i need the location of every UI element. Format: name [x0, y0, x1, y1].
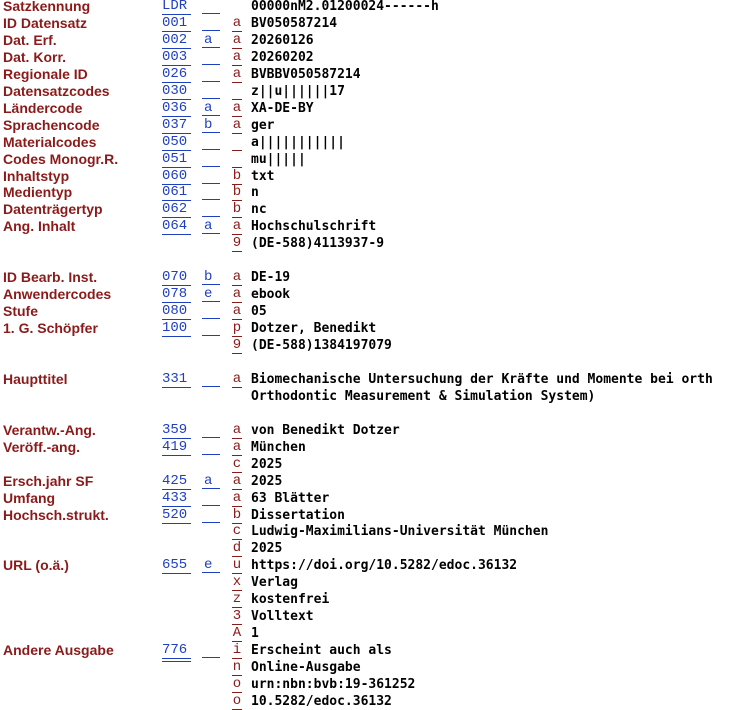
subfield-code: b [232, 506, 242, 523]
field-tag-link[interactable]: 026 [162, 66, 191, 83]
subfield-code: b [232, 167, 242, 184]
subfield-code: a [232, 489, 242, 506]
field-row [0, 303, 752, 320]
subfield-code: A [232, 625, 242, 642]
field-row [0, 676, 752, 693]
field-value: ger [251, 117, 275, 133]
field-label: Ang. Inhalt [3, 218, 76, 235]
field-tag-link[interactable]: 655 [162, 557, 191, 574]
indicator-1 [202, 15, 220, 31]
field-value: München [251, 439, 306, 455]
field-tag-link[interactable]: 002 [162, 32, 191, 49]
field-row [0, 151, 752, 168]
indicator-1 [202, 0, 220, 14]
field-label: Stufe [3, 303, 38, 320]
indicator-1 [202, 507, 220, 523]
subfield-code: n [232, 659, 242, 676]
subfield-code: p [232, 320, 242, 337]
field-value: Online-Ausgabe [251, 660, 361, 676]
field-row [0, 439, 752, 456]
field-label: Inhaltstyp [3, 167, 70, 184]
field-row [0, 49, 752, 66]
field-tag-link[interactable]: 078 [162, 286, 191, 303]
next-field-tag-underline [162, 661, 191, 662]
field-row [0, 0, 752, 15]
subfield-code: a [232, 472, 242, 489]
field-row [0, 168, 752, 185]
field-value: Ludwig-Maximilians-Universität München [251, 524, 549, 540]
field-value: Biomechanische Untersuchung der Kräfte und Momente bei orth [251, 371, 713, 387]
field-row [0, 66, 752, 83]
subfield-code: a [232, 218, 242, 235]
field-value: von Benedikt Dotzer [251, 422, 400, 438]
field-row [0, 235, 752, 252]
subfield-code: a [232, 370, 242, 387]
field-row [0, 184, 752, 201]
indicator-1 [202, 134, 220, 150]
field-label: Medientyp [3, 184, 73, 201]
subfield-code: a [232, 303, 242, 320]
subfield-code: 9 [232, 337, 242, 353]
field-value: Erscheint auch als [251, 643, 392, 659]
field-tag-link[interactable]: 003 [162, 49, 191, 66]
field-label: 1. G. Schöpfer [3, 320, 98, 337]
subfield-code: 9 [232, 235, 242, 252]
field-tag-link[interactable]: LDR [162, 0, 191, 15]
field-tag-link[interactable]: 061 [162, 184, 191, 201]
field-value: Dotzer, Benedikt [251, 321, 377, 337]
field-label: Datensatzcodes [3, 82, 110, 99]
field-tag-link[interactable]: 419 [162, 439, 191, 456]
field-value: Orthodontic Measurement & Simulation System) [251, 388, 596, 404]
field-tag-link[interactable]: 030 [162, 83, 191, 100]
subfield-code: b [232, 201, 242, 218]
indicator-1: b [202, 117, 220, 133]
field-row [0, 523, 752, 540]
field-tag-link[interactable]: 001 [162, 15, 191, 32]
subfield-code: o [232, 676, 242, 692]
field-tag-link[interactable]: 080 [162, 303, 191, 320]
field-tag-link[interactable]: 062 [162, 201, 191, 218]
indicator-1 [202, 642, 220, 658]
field-label: Dat. Erf. [3, 31, 57, 48]
field-tag-link[interactable]: 064 [162, 218, 191, 235]
indicator-1: a [202, 473, 220, 489]
field-row [0, 388, 752, 405]
subfield-code: a [232, 286, 242, 303]
field-tag-link[interactable]: 331 [162, 371, 191, 388]
indicator-1: a [202, 100, 220, 116]
field-row [0, 83, 752, 100]
field-row [0, 557, 752, 574]
field-row [0, 32, 752, 49]
field-row [0, 15, 752, 32]
indicator-1 [202, 184, 220, 200]
subfield-code: i [232, 642, 242, 659]
field-tag-link[interactable]: 520 [162, 507, 191, 524]
field-value: a||||||||||| [251, 134, 345, 150]
field-label: Haupttitel [3, 370, 68, 387]
indicator-1 [202, 439, 220, 455]
field-label: Anwendercodes [3, 286, 112, 303]
subfield-code: a [232, 31, 242, 48]
field-row [0, 473, 752, 490]
subfield-code: a [232, 269, 242, 286]
field-label: Dat. Korr. [3, 48, 67, 65]
field-value: DE-19 [251, 270, 291, 286]
subfield-code: a [232, 116, 242, 133]
field-value: 10.5282/edoc.36132 [251, 693, 392, 709]
indicator-1: e [202, 557, 220, 573]
field-row [0, 591, 752, 608]
field-label: URL (o.ä.) [3, 557, 69, 574]
field-row [0, 456, 752, 473]
field-value: nc [251, 202, 267, 218]
indicator-1: a [202, 218, 220, 234]
subfield-code: c [232, 455, 242, 472]
field-row [0, 269, 752, 286]
subfield-code: b [232, 184, 242, 201]
field-label: Regionale ID [3, 65, 88, 82]
subfield-code-empty [232, 83, 242, 100]
field-value: 00000nM2.01200024------h [251, 0, 439, 14]
indicator-1 [202, 49, 220, 65]
field-label: Umfang [3, 489, 56, 506]
field-row [0, 320, 752, 337]
field-value: Dissertation [251, 507, 345, 523]
field-row [0, 625, 752, 642]
subfield-code: a [232, 438, 242, 455]
field-value: n [251, 185, 259, 201]
indicator-1 [202, 151, 220, 167]
field-row [0, 371, 752, 388]
field-value: 1 [251, 626, 259, 642]
field-label: Materialcodes [3, 133, 97, 150]
field-value: 2025 [251, 473, 283, 489]
field-value: z||u||||||17 [251, 83, 345, 99]
field-label: Codes Monogr.R. [3, 150, 119, 167]
field-value: mu||||| [251, 151, 306, 167]
field-value: Volltext [251, 609, 314, 625]
field-label: ID Bearb. Inst. [3, 269, 98, 286]
indicator-1: b [202, 269, 220, 285]
field-row [0, 286, 752, 303]
field-tag-link[interactable]: 050 [162, 134, 191, 151]
field-value: 2025 [251, 456, 283, 472]
indicator-1 [202, 83, 220, 99]
field-label: Satzkennung [3, 0, 91, 14]
field-label: Ländercode [3, 99, 83, 116]
subfield-code: o [232, 692, 242, 709]
field-row [0, 201, 752, 218]
field-value: ebook [251, 287, 291, 303]
indicator-1 [202, 422, 220, 438]
subfield-code: z [232, 591, 242, 608]
field-value: BVBBV050587214 [251, 66, 361, 82]
indicator-1 [202, 303, 220, 319]
subfield-code: x [232, 574, 242, 591]
field-label: Andere Ausgabe [3, 642, 114, 659]
field-row [0, 642, 752, 659]
subfield-code: u [232, 557, 242, 574]
field-tag-link[interactable]: 359 [162, 422, 191, 439]
field-value: urn:nbn:bvb:19-361252 [251, 677, 416, 692]
field-value: BV050587214 [251, 15, 338, 31]
field-row [0, 422, 752, 439]
field-label: Verantw.-Ang. [3, 421, 96, 438]
subfield-code: 3 [232, 608, 242, 625]
field-row [0, 693, 752, 710]
field-label: Veröff.-ang. [3, 438, 81, 455]
subfield-code: a [232, 48, 242, 65]
subfield-code: a [232, 421, 242, 438]
field-label: Datenträgertyp [3, 201, 103, 218]
field-label: ID Datensatz [3, 14, 88, 31]
field-tag-link[interactable]: 051 [162, 151, 191, 168]
field-row [0, 608, 752, 625]
field-row [0, 507, 752, 524]
field-value: (DE-588)4113937-9 [251, 236, 385, 252]
field-row [0, 574, 752, 591]
field-row [0, 337, 752, 354]
field-value: Hochschulschrift [251, 219, 377, 235]
field-row [0, 659, 752, 676]
field-row [0, 117, 752, 134]
indicator-1 [202, 371, 220, 387]
field-row [0, 490, 752, 507]
field-value[interactable]: https://doi.org/10.5282/edoc.36132 [251, 558, 518, 574]
field-tag-link[interactable]: 060 [162, 168, 191, 185]
field-tag-link[interactable]: 433 [162, 490, 191, 507]
field-label: Ersch.jahr SF [3, 472, 94, 489]
field-label: Sprachencode [3, 116, 100, 133]
field-tag-link[interactable]: 070 [162, 269, 191, 286]
subfield-code: a [232, 99, 242, 116]
field-label: Hochsch.strukt. [3, 506, 109, 523]
subfield-code: a [232, 65, 242, 82]
subfield-code: d [232, 540, 242, 557]
indicator-1 [202, 168, 220, 184]
indicator-1 [202, 201, 220, 217]
field-value: txt [251, 168, 275, 184]
field-tag-link[interactable]: 036 [162, 100, 191, 117]
indicator-1: a [202, 32, 220, 48]
field-value: 63 Blätter [251, 490, 330, 506]
field-tag-link[interactable]: 100 [162, 320, 191, 337]
field-row [0, 134, 752, 151]
subfield-code: a [232, 14, 242, 31]
field-value: 20260126 [251, 32, 314, 48]
subfield-code-empty [232, 151, 242, 168]
field-tag-link[interactable]: 425 [162, 473, 191, 490]
field-row [0, 100, 752, 117]
indicator-1: e [202, 286, 220, 302]
field-value: Verlag [251, 575, 298, 591]
field-value: (DE-588)1384197079 [251, 338, 392, 353]
field-value: 20260202 [251, 49, 314, 65]
subfield-code-empty [232, 134, 242, 151]
field-value: 2025 [251, 541, 283, 557]
field-value: XA-DE-BY [251, 100, 314, 116]
indicator-1 [202, 320, 220, 336]
indicator-1 [202, 490, 220, 506]
indicator-1 [202, 66, 220, 82]
field-tag-link[interactable]: 037 [162, 117, 191, 134]
field-value: kostenfrei [251, 592, 330, 608]
subfield-code: c [232, 523, 242, 540]
field-tag-link[interactable]: 776 [162, 642, 191, 659]
field-row [0, 540, 752, 557]
field-row [0, 218, 752, 235]
field-value: 05 [251, 304, 267, 320]
